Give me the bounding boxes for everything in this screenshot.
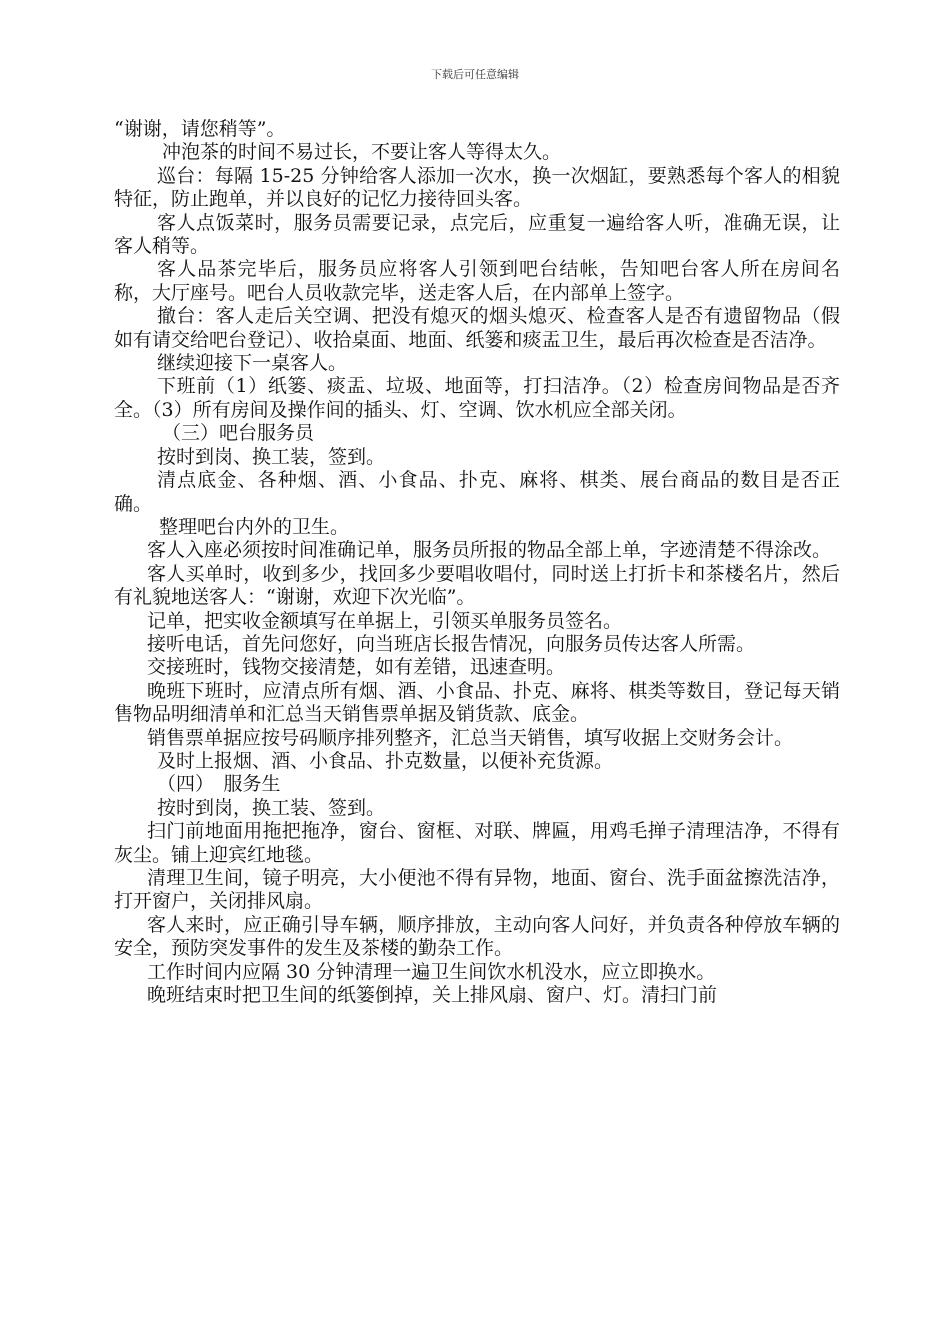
paragraph: 晚班下班时，应清点所有烟、酒、小食品、扑克、麻将、棋类等数目，登记每天销售物品明细清单和汇总当天销售票单据及销货款、底金。 <box>114 679 840 726</box>
paragraph: 工作时间内应隔 30 分钟清理一遍卫生间饮水机没水，应立即换水。 <box>147 960 716 983</box>
paragraph: 冲泡茶的时间不易过长，不要让客人等得太久。 <box>162 141 562 164</box>
paragraph: 记单，把实收金额填写在单据上，引领买单服务员签名。 <box>147 609 623 632</box>
paragraph: 客人买单时，收到多少，找回多少要唱收唱付，同时送上打折卡和茶楼名片，然后有礼貌地送客人：“谢谢，欢迎下次光临”。 <box>114 562 840 609</box>
paragraph: 客人来时，应正确引导车辆，顺序排放，主动向客人问好，并负责各种停放车辆的安全，预防突发事件的发生及茶楼的勤杂工作。 <box>114 913 840 960</box>
section-heading: （三）吧台服务员 <box>162 422 315 445</box>
paragraph: 清理卫生间，镜子明亮，大小便池不得有异物，地面、窗台、洗手面盆擦洗洁净，打开窗户，关闭排风扇。 <box>114 867 840 913</box>
document-body <box>114 118 840 1007</box>
paragraph: 客人点饭菜时，服务员需要记录，点完后，应重复一遍给客人听，准确无误，让客人稍等。 <box>114 211 840 258</box>
paragraph: 扫门前地面用拖把拖净，窗台、窗框、对联、牌匾，用鸡毛掸子清理洁净，不得有灰尘。铺上迎宾红地毯。 <box>114 820 840 866</box>
paragraph: 客人品茶完毕后，服务员应将客人引领到吧台结帐，告知吧台客人所在房间名称，大厅座号。吧台人员收款完毕，送走客人后，在内部单上签字。 <box>114 258 840 304</box>
paragraph: 按时到岗，换工装、签到。 <box>157 796 386 819</box>
paragraph: 交接班时，钱物交接清楚，如有差错，迅速查明。 <box>147 656 566 679</box>
paragraph: 按时到岗、换工装，签到。 <box>157 445 386 468</box>
paragraph: 晚班结束时把卫生间的纸篓倒掉，关上排风扇、窗户、灯。清扫门前 <box>147 984 718 1007</box>
paragraph: 巡台：每隔 15-25 分钟给客人添加一次水，换一次烟缸，要熟悉每个客人的相貌特征，防止跑单，并以良好的记忆力接待回头客。 <box>114 164 840 211</box>
paragraph: 销售票单据应按号码顺序排列整齐，汇总当天销售，填写收据上交财务会计。 <box>147 726 794 749</box>
paragraph: 清点底金、各种烟、酒、小食品、扑克、麻将、棋类、展台商品的数目是否正确。 <box>114 469 840 515</box>
paragraph: 客人入座必须按时间准确记单，服务员所报的物品全部上单，字迹清楚不得涂改。 <box>147 539 832 562</box>
paragraph: “谢谢，请您稍等”。 <box>114 118 286 140</box>
paragraph: 整理吧台内外的卫生。 <box>159 515 350 538</box>
paragraph: 撤台：客人走后关空调、把没有熄灭的烟头熄灭、检查客人是否有遗留物品（假如有请交给吧台登记）、收拾桌面、地面、纸篓和痰盂卫生，最后再次检查是否洁净。 <box>114 305 840 351</box>
paragraph: 接听电话，首先问您好，向当班店长报告情况，向服务员传达客人所需。 <box>147 632 756 655</box>
paragraph: 继续迎接下一桌客人。 <box>157 352 348 375</box>
section-heading: （四） 服务生 <box>157 773 281 796</box>
page-header: 下载后可任意编辑 <box>431 68 519 81</box>
paragraph: 及时上报烟、酒、小食品、扑克数量，以便补充货源。 <box>157 749 614 772</box>
paragraph: 下班前（1）纸篓、痰盂、垃圾、地面等，打扫洁净。（2）检查房间物品是否齐全。（3）所有房间及操作间的插头、灯、空调、饮水机应全部关闭。 <box>114 375 840 421</box>
